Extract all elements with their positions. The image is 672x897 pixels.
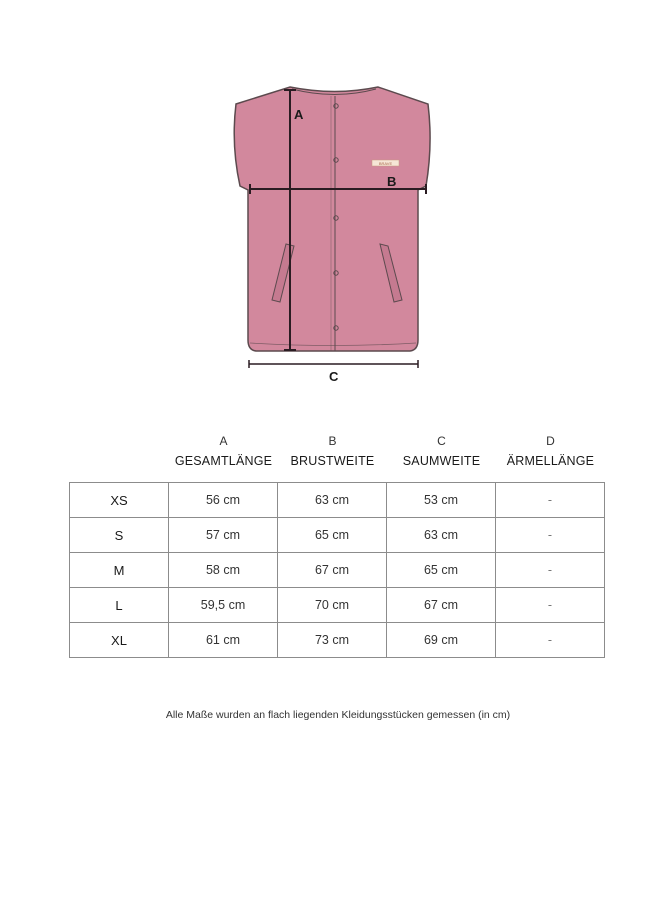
column-letter: B: [328, 434, 337, 448]
cell-aermellaenge: -: [496, 483, 605, 518]
column-header-a: [169, 430, 278, 482]
cell-brustweite: 70 cm: [278, 588, 387, 623]
cell-brustweite: 67 cm: [278, 553, 387, 588]
cell-brustweite: 65 cm: [278, 518, 387, 553]
cell-saumweite: 65 cm: [387, 553, 496, 588]
cell-brustweite: 63 cm: [278, 483, 387, 518]
cell-gesamtlaenge: 56 cm: [169, 483, 278, 518]
column-name: GESAMTLÄNGE: [174, 454, 273, 468]
cell-gesamtlaenge: 61 cm: [169, 623, 278, 658]
cell-aermellaenge: -: [496, 518, 605, 553]
column-letter: C: [437, 434, 446, 448]
table-row: [70, 518, 605, 553]
table-row: [70, 588, 605, 623]
column-name: BRUSTWEITE: [290, 454, 375, 468]
column-letter: D: [546, 434, 555, 448]
size-table: [69, 482, 605, 658]
cell-gesamtlaenge: 58 cm: [169, 553, 278, 588]
size-label: L: [70, 588, 169, 623]
cell-saumweite: 53 cm: [387, 483, 496, 518]
column-name: ÄRMELLÄNGE: [506, 454, 595, 468]
column-name: SAUMWEITE: [402, 454, 481, 468]
size-label: M: [70, 553, 169, 588]
table-row: [70, 623, 605, 658]
cell-saumweite: 67 cm: [387, 588, 496, 623]
vest-body: [234, 87, 430, 351]
label-c: C: [329, 369, 339, 384]
table-row: [70, 553, 605, 588]
size-label: S: [70, 518, 169, 553]
measurement-footnote: Alle Maße wurden an flach liegenden Kleidungsstücken gemessen (in cm): [165, 709, 511, 721]
size-label: XS: [70, 483, 169, 518]
column-header-b: [278, 430, 387, 482]
cell-brustweite: 73 cm: [278, 623, 387, 658]
size-chart: [69, 430, 605, 648]
cell-aermellaenge: -: [496, 553, 605, 588]
size-label: XL: [70, 623, 169, 658]
cell-aermellaenge: -: [496, 588, 605, 623]
cell-gesamtlaenge: 57 cm: [169, 518, 278, 553]
vest-illustration: [0, 0, 672, 400]
column-header-c: [387, 430, 496, 482]
column-letter: A: [219, 434, 228, 448]
cell-saumweite: 63 cm: [387, 518, 496, 553]
garment-diagram: [0, 0, 672, 400]
cell-saumweite: 69 cm: [387, 623, 496, 658]
label-b: B: [387, 174, 397, 189]
cell-aermellaenge: -: [496, 623, 605, 658]
label-a: A: [294, 107, 304, 122]
brand-patch-text: BRAVE: [378, 161, 393, 166]
table-header: [169, 430, 605, 482]
column-header-d: [496, 430, 605, 482]
table-row: [70, 483, 605, 518]
cell-gesamtlaenge: 59,5 cm: [169, 588, 278, 623]
